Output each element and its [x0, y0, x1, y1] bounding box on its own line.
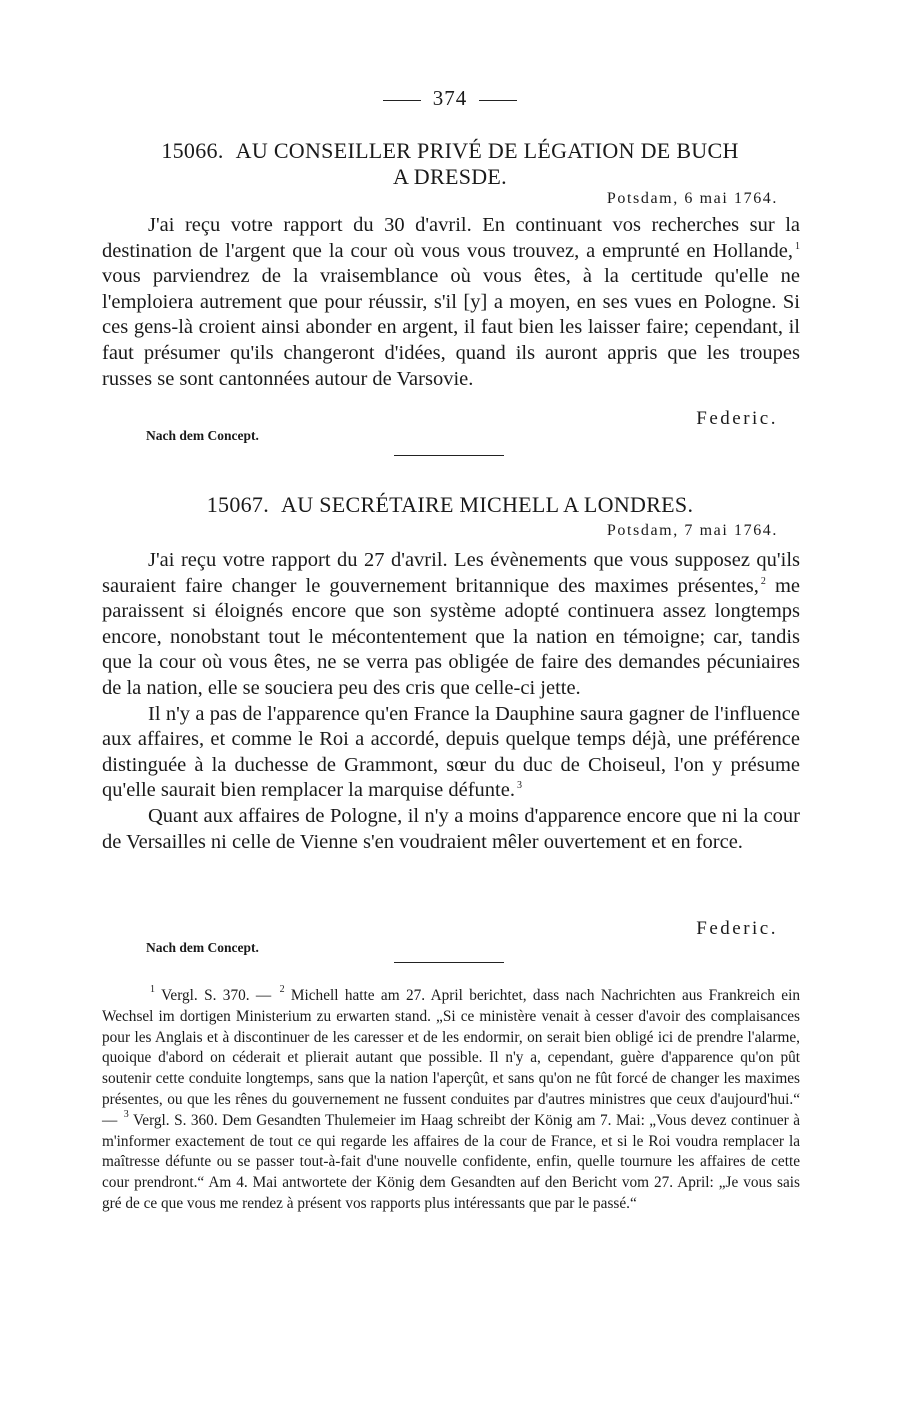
- footnote-2-text: Michell hatte am 27. April berichtet, dass nach Nachrichten aus Frankreich ein Wechsel im dortigen Ministerium zu erwarten stand. „Si ce ministère venait à cesser d'avoir des complaisances pour les Anglais et à discontinuer de les caresser et de les endormir, on serait bien obligé ici de prendre l'alarme, quoique d'abord on céderait et plierait autant que possible. Il n'y a, cependant, guère d'apparence qu'on pût soutenir cette conduite longtemps, sans que la nation l'aperçût, et sans qu'on ne fût forcé de changer les maximes présentes, ou que les rênes du gouvernement ne fussent conduites par d'autres ministres que ceux d'aujourd'hui.“ —: [102, 987, 800, 1129]
- footnote-3-marker: 3: [123, 1108, 129, 1120]
- letter-2-source-note: Nach dem Concept.: [146, 940, 259, 955]
- page-number: [0, 86, 900, 111]
- letter-1-source-note: Nach dem Concept.: [146, 428, 259, 443]
- letter-1-signature: Federic.: [696, 408, 778, 429]
- footnote-marker-1: 1: [795, 240, 800, 252]
- letter-1-title: AU CONSEILLER PRIVÉ DE LÉGATION DE BUCH: [235, 138, 739, 163]
- letter-2-signature: Federic.: [696, 918, 778, 939]
- section-divider-1: [394, 455, 504, 456]
- footnote-2-marker: 2: [279, 984, 285, 995]
- letter-1-paragraph-1: [102, 213, 800, 392]
- letter-1-heading: [100, 138, 800, 190]
- footnote-marker-3: 3: [516, 780, 522, 792]
- letter-2-paragraph-1-text-cont: me paraissent si éloignés encore que son système adopté continuera assez longtemps encore, nonobstant tout le mécontentement que la nation en témoigne; car, tandis que la cour où vous êtes, ne se verra pas obligée de faire des demandes pécuniaires de la nation, elle se souciera peu des cris que celle-ci jette.: [102, 574, 800, 699]
- letter-2-paragraph-1: [102, 548, 800, 702]
- letter-2-paragraph-3-text: Quant aux affaires de Pologne, il n'y a moins d'apparence encore que ni la cour de Versailles ni celle de Vienne s'en voudraient mêler ouvertement et en force.: [102, 804, 800, 853]
- footnotes-paragraph: [102, 986, 800, 1215]
- footnote-1-marker: 1: [150, 984, 155, 995]
- letter-2-paragraph-1-text: J'ai reçu votre rapport du 27 d'avril. Les évènements que vous supposez qu'ils sauraient faire changer le gouvernement britannique des maximes présentes,: [102, 549, 800, 597]
- letter-2-heading-line1: [100, 492, 800, 518]
- page-number-text: 374: [432, 86, 468, 110]
- letter-1-title-line2: A DRESDE.: [393, 164, 507, 189]
- footnote-marker-2: 2: [760, 575, 766, 587]
- letter-1-number: 15066.: [161, 138, 224, 163]
- letter-1-heading-line1: [100, 138, 800, 164]
- letter-2-paragraph-2-text: Il n'y a pas de l'apparence qu'en France la Dauphine saura gagner de l'influence aux affaires, et comme le Roi a accordé, depuis quelque temps déjà, une préférence distinguée à la duchesse de Grammont, sœur du duc de Choiseul, l'on y présume qu'elle saurait bien remplacer la marquise défunte.: [102, 702, 800, 802]
- footnotes: [102, 986, 800, 1215]
- letter-2-date: Potsdam, 7 mai 1764.: [606, 522, 778, 539]
- letter-2-paragraph-2: [102, 702, 800, 804]
- page-number-left-dash: [383, 100, 421, 101]
- letter-1-body: [102, 213, 800, 392]
- letter-2-number: 15067.: [206, 492, 270, 517]
- section-divider-2: [394, 962, 504, 963]
- footnote-1-text: Vergl. S. 370. —: [155, 987, 278, 1004]
- letter-2-title: AU SECRÉTAIRE MICHELL A LONDRES.: [281, 492, 694, 517]
- page-number-right-dash: [479, 100, 517, 101]
- letter-2-paragraph-3: [102, 804, 800, 855]
- letter-1-date: Potsdam, 6 mai 1764.: [606, 190, 778, 207]
- letter-1-paragraph-1-text: J'ai reçu votre rapport du 30 d'avril. En continuant vos recherches sur la destination de l'argent que la cour où vous vous trouvez, a emprunté en Hollande,: [102, 214, 800, 262]
- letter-2-heading: [100, 492, 800, 518]
- footnote-3-text: Vergl. S. 360. Dem Gesandten Thulemeier im Haag schreibt der König am 7. Mai: „Vous devez continuer à m'informer exactement de tout ce qui regarde les affaires de la cour de France, et si le Roi voudra remplacer la maîtresse défunte ou se passer tout-à-fait d'une nouvelle confidente, enfin, quelle tournure les affaires de cette cour prendront.“ Am 4. Mai antwortete der König dem Gesandten auf den Bericht vom 27. April: „Je vous sais gré de ce que vous me rendez à présent vos rapports plus intéressants que par le passé.“: [102, 1111, 801, 1212]
- letter-1-paragraph-1-text-cont: vous parviendrez de la vraisemblance où vous êtes, à la certitude qu'elle ne l'emploiera autrement que pour réussir, s'il [y] a moyen, en ses vues en Pologne. Si ces gens-là croient ainsi abonder en argent, il faut bien les laisser faire; cependant, il faut présumer qu'ils changeront d'idées, quand ils auront appris que les troupes russes se sont cantonnées autour de Varsovie.: [102, 265, 800, 390]
- letter-2-body: [102, 548, 800, 855]
